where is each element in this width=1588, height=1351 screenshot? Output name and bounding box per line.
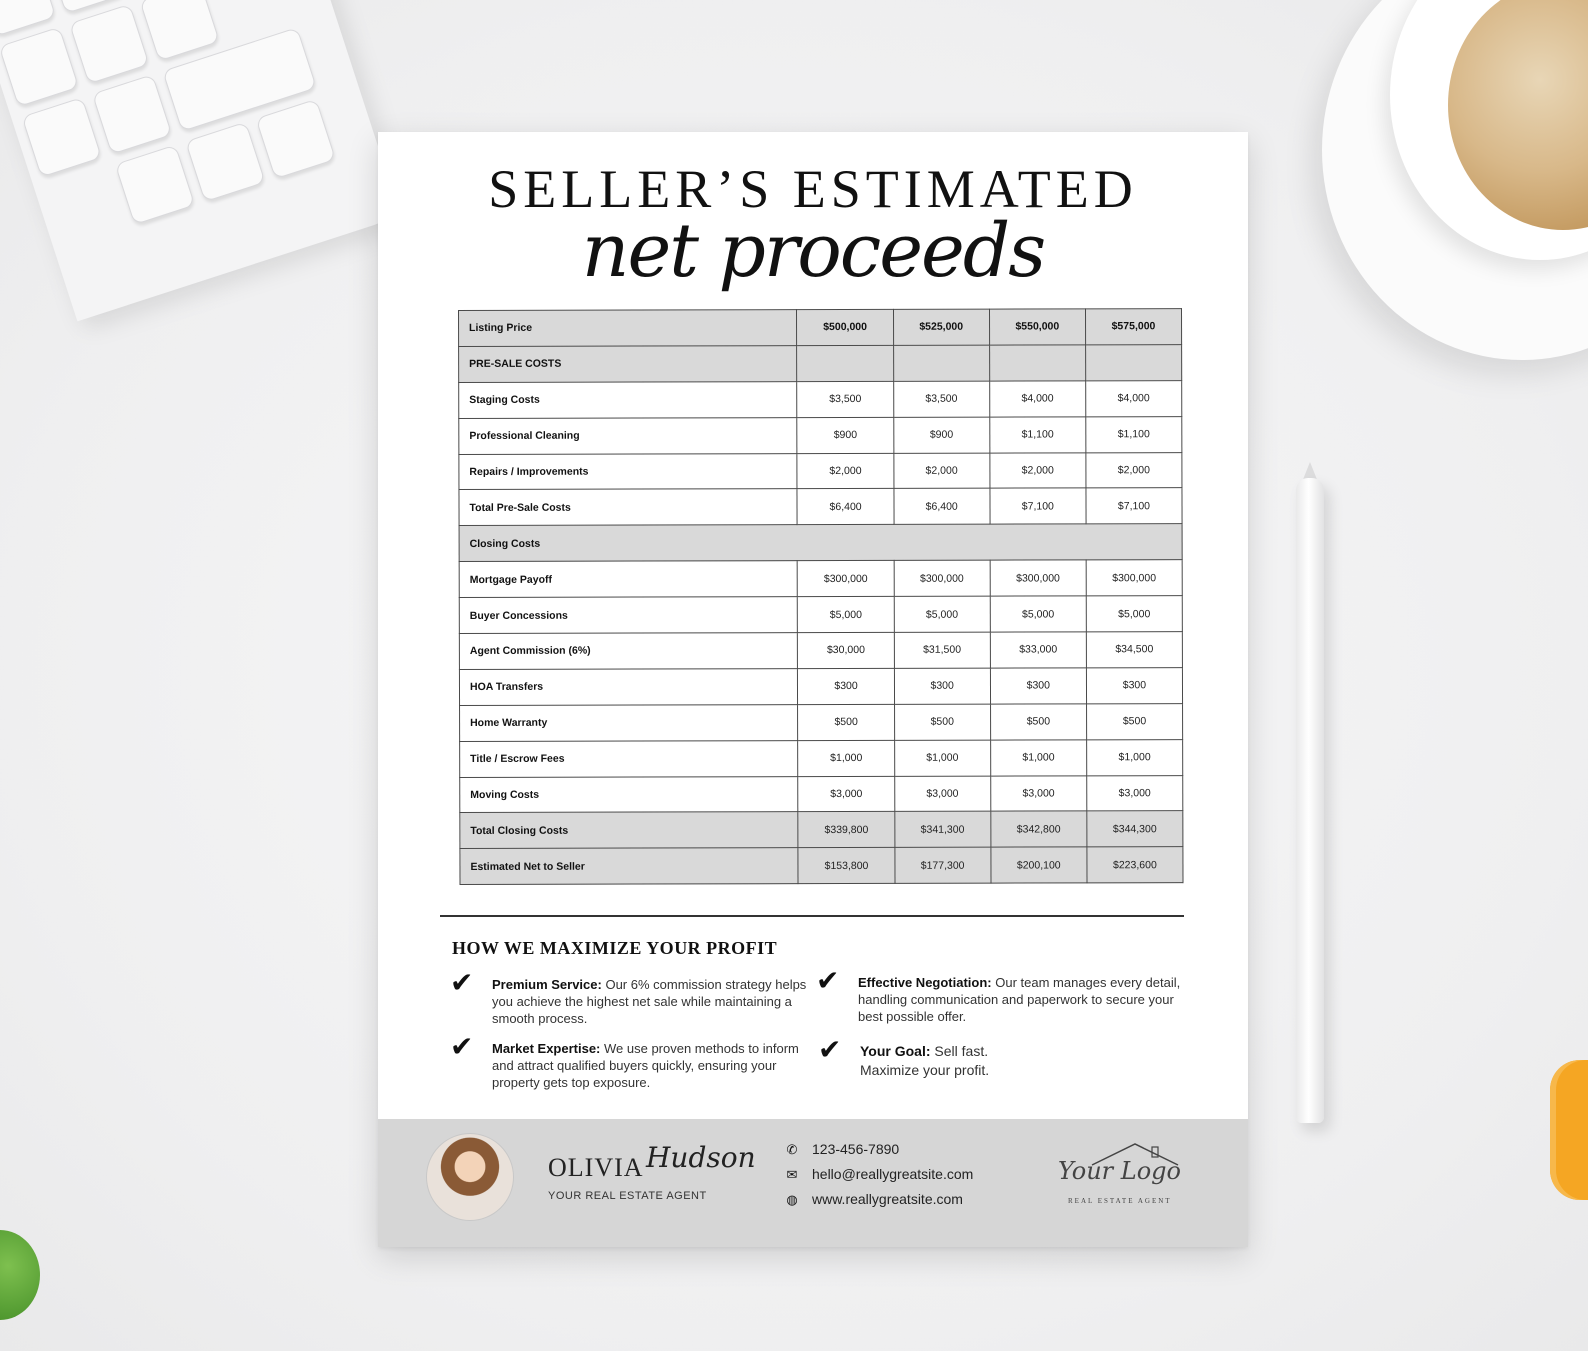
row-value: $525,000 xyxy=(893,309,989,345)
table-row xyxy=(460,739,1183,777)
keyboard-key xyxy=(185,122,266,203)
table-row xyxy=(460,703,1183,741)
table-row xyxy=(459,488,1182,526)
row-value: $500 xyxy=(1086,703,1182,739)
profit-item-text: We use proven methods to inform and attract qualified buyers quickly, ensuring your property gets top exposure. xyxy=(492,1041,799,1090)
row-value: $1,100 xyxy=(990,417,1086,453)
profit-item-title: Premium Service: xyxy=(492,977,602,992)
row-value: $33,000 xyxy=(990,632,1086,668)
row-value: $3,000 xyxy=(990,775,1086,811)
plant xyxy=(0,1230,40,1320)
document-subtitle: net proceeds xyxy=(581,208,1045,294)
agent-role: YOUR REAL ESTATE AGENT xyxy=(548,1190,707,1202)
stylus-pencil xyxy=(1296,478,1324,1123)
keyboard xyxy=(0,0,401,321)
checkmark-icon: ✔ xyxy=(818,1033,842,1066)
row-value: $34,500 xyxy=(1086,632,1182,668)
row-value: $3,000 xyxy=(1087,775,1183,811)
row-value xyxy=(893,345,989,381)
agent-last-name: Hudson xyxy=(646,1141,756,1174)
orange-object xyxy=(1550,1060,1588,1200)
table-row xyxy=(459,596,1182,634)
profit-item-title: Your Goal: xyxy=(860,1043,931,1059)
table-row xyxy=(459,416,1182,454)
row-value: $200,100 xyxy=(991,847,1087,883)
row-value: $31,500 xyxy=(894,632,990,668)
profit-item-text: Our team manages every detail, handling communication and paperwork to secure your best possible offer. xyxy=(858,975,1181,1024)
profit-item-text: Sell fast. Maximize your profit. xyxy=(860,1043,990,1078)
row-value: $3,000 xyxy=(798,776,894,812)
keyboard-key xyxy=(69,4,150,85)
logo-text: Your Logo xyxy=(1058,1157,1181,1185)
profit-item-title: Market Expertise: xyxy=(492,1041,601,1056)
row-value: $177,300 xyxy=(895,847,991,883)
row-value: $500,000 xyxy=(797,309,893,345)
row-value xyxy=(797,345,893,381)
checkmark-icon: ✔ xyxy=(450,1030,474,1063)
keyboard-key xyxy=(92,74,173,155)
row-label: PRE-SALE COSTS xyxy=(459,346,798,383)
profit-item-text: Our 6% commission strategy helps you achieve the highest net sale while maintaining a smooth process. xyxy=(492,977,807,1026)
email-text: hello@reallygreatsite.com xyxy=(812,1166,974,1182)
keyboard-key xyxy=(0,27,79,108)
proceeds-table xyxy=(458,308,1184,885)
agent-first-name: OLIVIA xyxy=(548,1153,644,1182)
row-label: Estimated Net to Seller xyxy=(460,848,799,885)
profit-item xyxy=(818,1033,1020,1080)
row-label: Repairs / Improvements xyxy=(459,453,798,490)
row-value: $300,000 xyxy=(798,561,894,597)
table-row xyxy=(459,524,1182,562)
row-label: Title / Escrow Fees xyxy=(460,740,799,777)
agent-footer xyxy=(378,1119,1248,1247)
table-row xyxy=(459,632,1182,670)
row-value xyxy=(1085,344,1181,380)
row-value: $341,300 xyxy=(894,812,990,848)
row-value: $5,000 xyxy=(1086,596,1182,632)
envelope-icon: ✉ xyxy=(786,1168,798,1183)
row-label: Listing Price xyxy=(459,310,798,347)
row-value: $300 xyxy=(1086,668,1182,704)
row-value: $5,000 xyxy=(990,596,1086,632)
row-value: $300 xyxy=(990,668,1086,704)
row-value: $500 xyxy=(990,704,1086,740)
row-value: $300 xyxy=(798,668,894,704)
row-value: $5,000 xyxy=(798,596,894,632)
row-value: $5,000 xyxy=(894,596,990,632)
row-value: $339,800 xyxy=(798,812,894,848)
row-label: Professional Cleaning xyxy=(459,417,798,454)
row-value: $300,000 xyxy=(1086,560,1182,596)
contact-website xyxy=(784,1191,963,1208)
row-label: Moving Costs xyxy=(460,776,799,813)
contact-email xyxy=(784,1166,973,1183)
contact-phone xyxy=(784,1141,899,1158)
profit-heading: HOW WE MAXIMIZE YOUR PROFIT xyxy=(452,938,778,958)
row-value: $344,300 xyxy=(1087,811,1183,847)
document-sheet xyxy=(378,132,1248,1247)
keyboard-key xyxy=(115,144,196,225)
row-value: $575,000 xyxy=(1085,309,1181,345)
row-value: $1,000 xyxy=(1086,739,1182,775)
row-value: $4,000 xyxy=(1086,380,1182,416)
logo-subtext: REAL ESTATE AGENT xyxy=(1068,1197,1172,1205)
row-value: $300,000 xyxy=(894,560,990,596)
row-value: $2,000 xyxy=(797,453,893,489)
row-value: $2,000 xyxy=(990,452,1086,488)
row-value: $223,600 xyxy=(1087,847,1183,883)
profit-item xyxy=(450,966,822,1027)
phone-icon: ✆ xyxy=(786,1143,798,1158)
row-value: $6,400 xyxy=(894,489,990,525)
row-value: $4,000 xyxy=(989,381,1085,417)
checkmark-icon: ✔ xyxy=(816,964,840,997)
agent-photo xyxy=(426,1133,514,1221)
row-value: $300,000 xyxy=(990,560,1086,596)
row-label: Total Pre-Sale Costs xyxy=(459,489,798,526)
globe-icon: ◍ xyxy=(786,1193,798,1208)
table-row xyxy=(460,775,1183,813)
keyboard-key xyxy=(139,0,220,61)
row-value: $500 xyxy=(798,704,894,740)
row-label: Home Warranty xyxy=(460,704,799,741)
row-value: $30,000 xyxy=(798,632,894,668)
profit-item-title: Effective Negotiation: xyxy=(858,975,992,990)
table-row xyxy=(459,668,1182,706)
row-value: $2,000 xyxy=(893,453,989,489)
row-value: $550,000 xyxy=(989,309,1085,345)
checkmark-icon: ✔ xyxy=(450,966,474,999)
website-text: www.reallygreatsite.com xyxy=(812,1191,963,1207)
keyboard-key xyxy=(255,99,336,180)
row-label: Closing Costs xyxy=(459,524,1182,562)
row-value: $7,100 xyxy=(990,488,1086,524)
divider xyxy=(440,915,1184,917)
document-title: SELLER’S ESTIMATED xyxy=(488,159,1138,219)
table-row xyxy=(459,309,1182,347)
profit-item xyxy=(450,1030,822,1091)
row-value: $2,000 xyxy=(1086,452,1182,488)
row-value: $1,000 xyxy=(894,740,990,776)
row-value: $3,000 xyxy=(894,776,990,812)
row-value: $153,800 xyxy=(798,848,894,884)
row-label: Buyer Concessions xyxy=(459,597,798,634)
row-value: $500 xyxy=(894,704,990,740)
row-value: $1,100 xyxy=(1086,416,1182,452)
row-value: $7,100 xyxy=(1086,488,1182,524)
row-value: $900 xyxy=(797,417,893,453)
row-value: $900 xyxy=(893,417,989,453)
row-value: $6,400 xyxy=(797,489,893,525)
row-label: Total Closing Costs xyxy=(460,812,799,849)
table-row xyxy=(460,811,1183,849)
row-value: $1,000 xyxy=(990,740,1086,776)
row-label: Agent Commission (6%) xyxy=(459,633,798,670)
row-value: $3,500 xyxy=(893,381,989,417)
table-row xyxy=(459,560,1182,598)
row-label: Staging Costs xyxy=(459,381,798,418)
row-value: $1,000 xyxy=(798,740,894,776)
table-row xyxy=(459,380,1182,418)
row-label: HOA Transfers xyxy=(459,669,798,706)
table-row xyxy=(460,847,1183,885)
profit-item xyxy=(816,964,1188,1025)
row-value: $3,500 xyxy=(797,381,893,417)
row-value xyxy=(989,345,1085,381)
table-row xyxy=(459,452,1182,490)
row-label: Mortgage Payoff xyxy=(459,561,798,598)
row-value: $300 xyxy=(894,668,990,704)
table-row xyxy=(459,344,1182,382)
phone-text: 123-456-7890 xyxy=(812,1141,900,1157)
row-value: $342,800 xyxy=(991,811,1087,847)
keyboard-key xyxy=(21,97,102,178)
